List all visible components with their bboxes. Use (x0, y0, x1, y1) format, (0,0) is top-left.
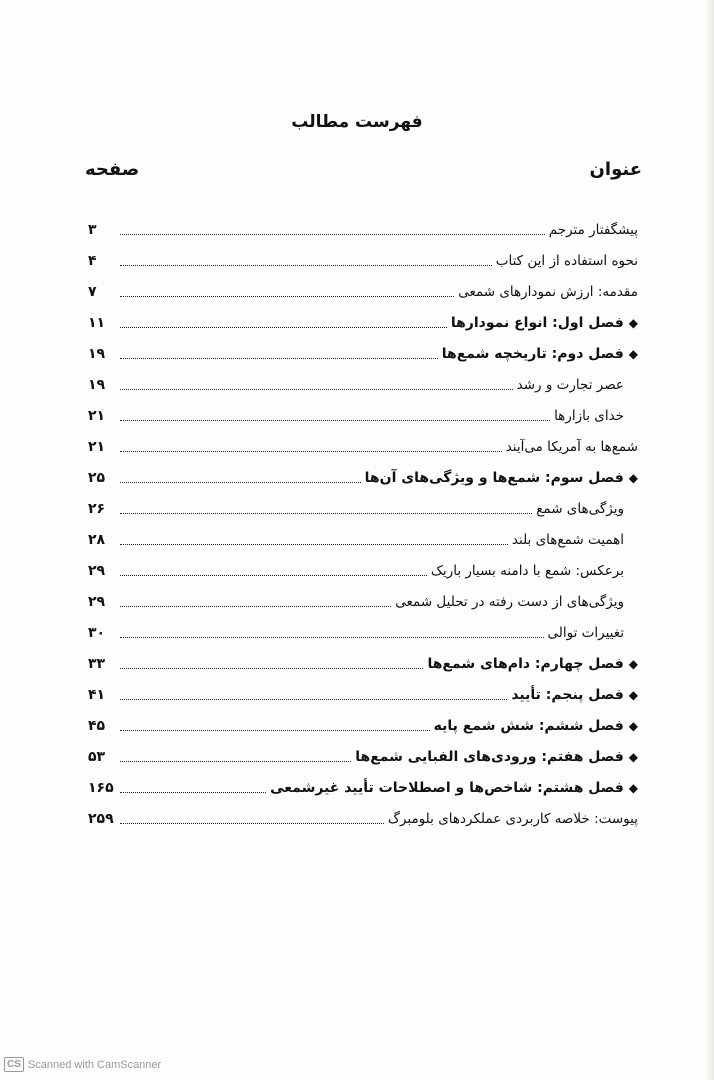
dot-leader (120, 389, 513, 390)
toc-entry (88, 338, 638, 369)
toc-entry-page-number: ۲۵۹ (88, 810, 114, 827)
toc-entry-title: پیشگفتار مترجم (548, 221, 638, 238)
toc-entry-page-number: ۲۹ (88, 562, 106, 579)
dot-leader (120, 358, 438, 359)
toc-entry-page-number: ۲۹ (88, 593, 106, 610)
toc-entry-title: ویژگی‌های از دست رفته در تحلیل شمعی (395, 593, 624, 610)
toc-entry (88, 586, 638, 617)
toc-entry-page-number: ۱۶۵ (88, 779, 114, 796)
toc-entry-page-number: ۲۱ (88, 438, 106, 455)
diamond-bullet-icon: ◆ (628, 718, 638, 733)
toc-entry-page-number: ۲۶ (88, 500, 106, 517)
toc-entry (88, 648, 638, 679)
page-title: فهرست مطالب (291, 112, 423, 132)
toc-entry-title: فصل سوم: شمع‌ها و ویژگی‌های آن‌ها (364, 469, 624, 486)
toc-entry (88, 679, 638, 710)
dot-leader (120, 513, 532, 514)
toc-entry (88, 617, 638, 648)
dot-leader (120, 606, 391, 607)
page-edge-shadow (706, 0, 714, 1080)
toc-entry (88, 400, 638, 431)
dot-leader (120, 420, 550, 421)
toc-entry-title: خدای بازارها (554, 407, 624, 424)
toc-entry-title: تغییرات توالی (547, 624, 624, 641)
toc-entry (88, 524, 638, 555)
toc-entry-title: فصل ششم: شش شمع پایه (433, 717, 624, 734)
toc-entry-title: عصر تجارت و رشد (516, 376, 624, 393)
toc-entry (88, 493, 638, 524)
dot-leader (120, 699, 507, 700)
dot-leader (120, 451, 502, 452)
dot-leader (120, 265, 492, 266)
diamond-bullet-icon: ◆ (628, 656, 638, 671)
dot-leader (120, 730, 430, 731)
toc-entry-title: فصل دوم: تاریخچه شمع‌ها (441, 345, 624, 362)
toc-entry (88, 772, 638, 803)
toc-entry-title: مقدمه: ارزش نمودارهای شمعی (458, 283, 638, 300)
toc-entry (88, 276, 638, 307)
toc-entry-page-number: ۴۵ (88, 717, 106, 734)
toc-entry-page-number: ۲۱ (88, 407, 106, 424)
toc-entry (88, 369, 638, 400)
toc-entry (88, 214, 638, 245)
toc-entry-page-number: ۴۱ (88, 686, 106, 703)
toc-entry-page-number: ۲۵ (88, 469, 106, 486)
dot-leader (120, 234, 545, 235)
toc-entry-page-number: ۳ (88, 221, 97, 238)
toc-entry-page-number: ۲۸ (88, 531, 106, 548)
dot-leader (120, 544, 508, 545)
toc-entry-title: پیوست: خلاصه کاربردی عملکردهای بلومبرگ (387, 810, 638, 827)
toc-entry-page-number: ۳۰ (88, 624, 106, 641)
toc-entry-title: اهمیت شمع‌های بلند (511, 531, 624, 548)
diamond-bullet-icon: ◆ (628, 749, 638, 764)
toc-entry (88, 245, 638, 276)
toc-entry-title: فصل چهارم: دام‌های شمع‌ها (427, 655, 624, 672)
dot-leader (120, 327, 447, 328)
toc-entry-title: ویژگی‌های شمع (536, 500, 624, 517)
toc-entry-page-number: ۵۳ (88, 748, 106, 765)
watermark-text: Scanned with CamScanner (27, 1058, 162, 1071)
toc-entry (88, 555, 638, 586)
toc-entry (88, 710, 638, 741)
toc-entry-page-number: ۷ (88, 283, 97, 300)
toc-entry (88, 462, 638, 493)
toc-entry (88, 431, 638, 462)
diamond-bullet-icon: ◆ (628, 687, 638, 702)
title-column-header: عنوان (589, 159, 642, 180)
toc-entry-title: برعکس: شمع با دامنه بسیار باریک (430, 562, 624, 579)
diamond-bullet-icon: ◆ (628, 470, 638, 485)
dot-leader (120, 823, 384, 824)
toc-entry-page-number: ۴ (88, 252, 97, 269)
toc-entry (88, 803, 638, 834)
camscanner-watermark (4, 1057, 161, 1072)
dot-leader (120, 296, 454, 297)
diamond-bullet-icon: ◆ (628, 346, 638, 361)
dot-leader (120, 668, 423, 669)
dot-leader (120, 761, 351, 762)
toc-entry-title: فصل اول: انواع نمودارها (450, 314, 624, 331)
diamond-bullet-icon: ◆ (628, 315, 638, 330)
dot-leader (120, 482, 361, 483)
toc-entry-title: فصل پنجم: تأیید (511, 686, 624, 703)
page-column-header: صفحه (85, 159, 140, 180)
toc-entry-title: شمع‌ها به آمریکا می‌آیند (505, 438, 638, 455)
dot-leader (120, 575, 427, 576)
dot-leader (120, 792, 266, 793)
table-of-contents (88, 214, 638, 834)
camscanner-logo-icon: CS (4, 1057, 24, 1072)
toc-entry-page-number: ۱۹ (88, 345, 106, 362)
toc-entry-page-number: ۱۹ (88, 376, 106, 393)
toc-entry-title: فصل هشتم: شاخص‌ها و اصطلاحات تأیید غیرشمعی (270, 779, 624, 796)
toc-entry-title: نحوه استفاده از این کتاب (495, 252, 638, 269)
toc-entry (88, 741, 638, 772)
toc-entry-page-number: ۱۱ (88, 314, 106, 331)
dot-leader (120, 637, 544, 638)
toc-entry (88, 307, 638, 338)
toc-entry-title: فصل هفتم: ورودی‌های الفبایی شمع‌ها (355, 748, 624, 765)
diamond-bullet-icon: ◆ (628, 780, 638, 795)
toc-entry-page-number: ۳۳ (88, 655, 106, 672)
